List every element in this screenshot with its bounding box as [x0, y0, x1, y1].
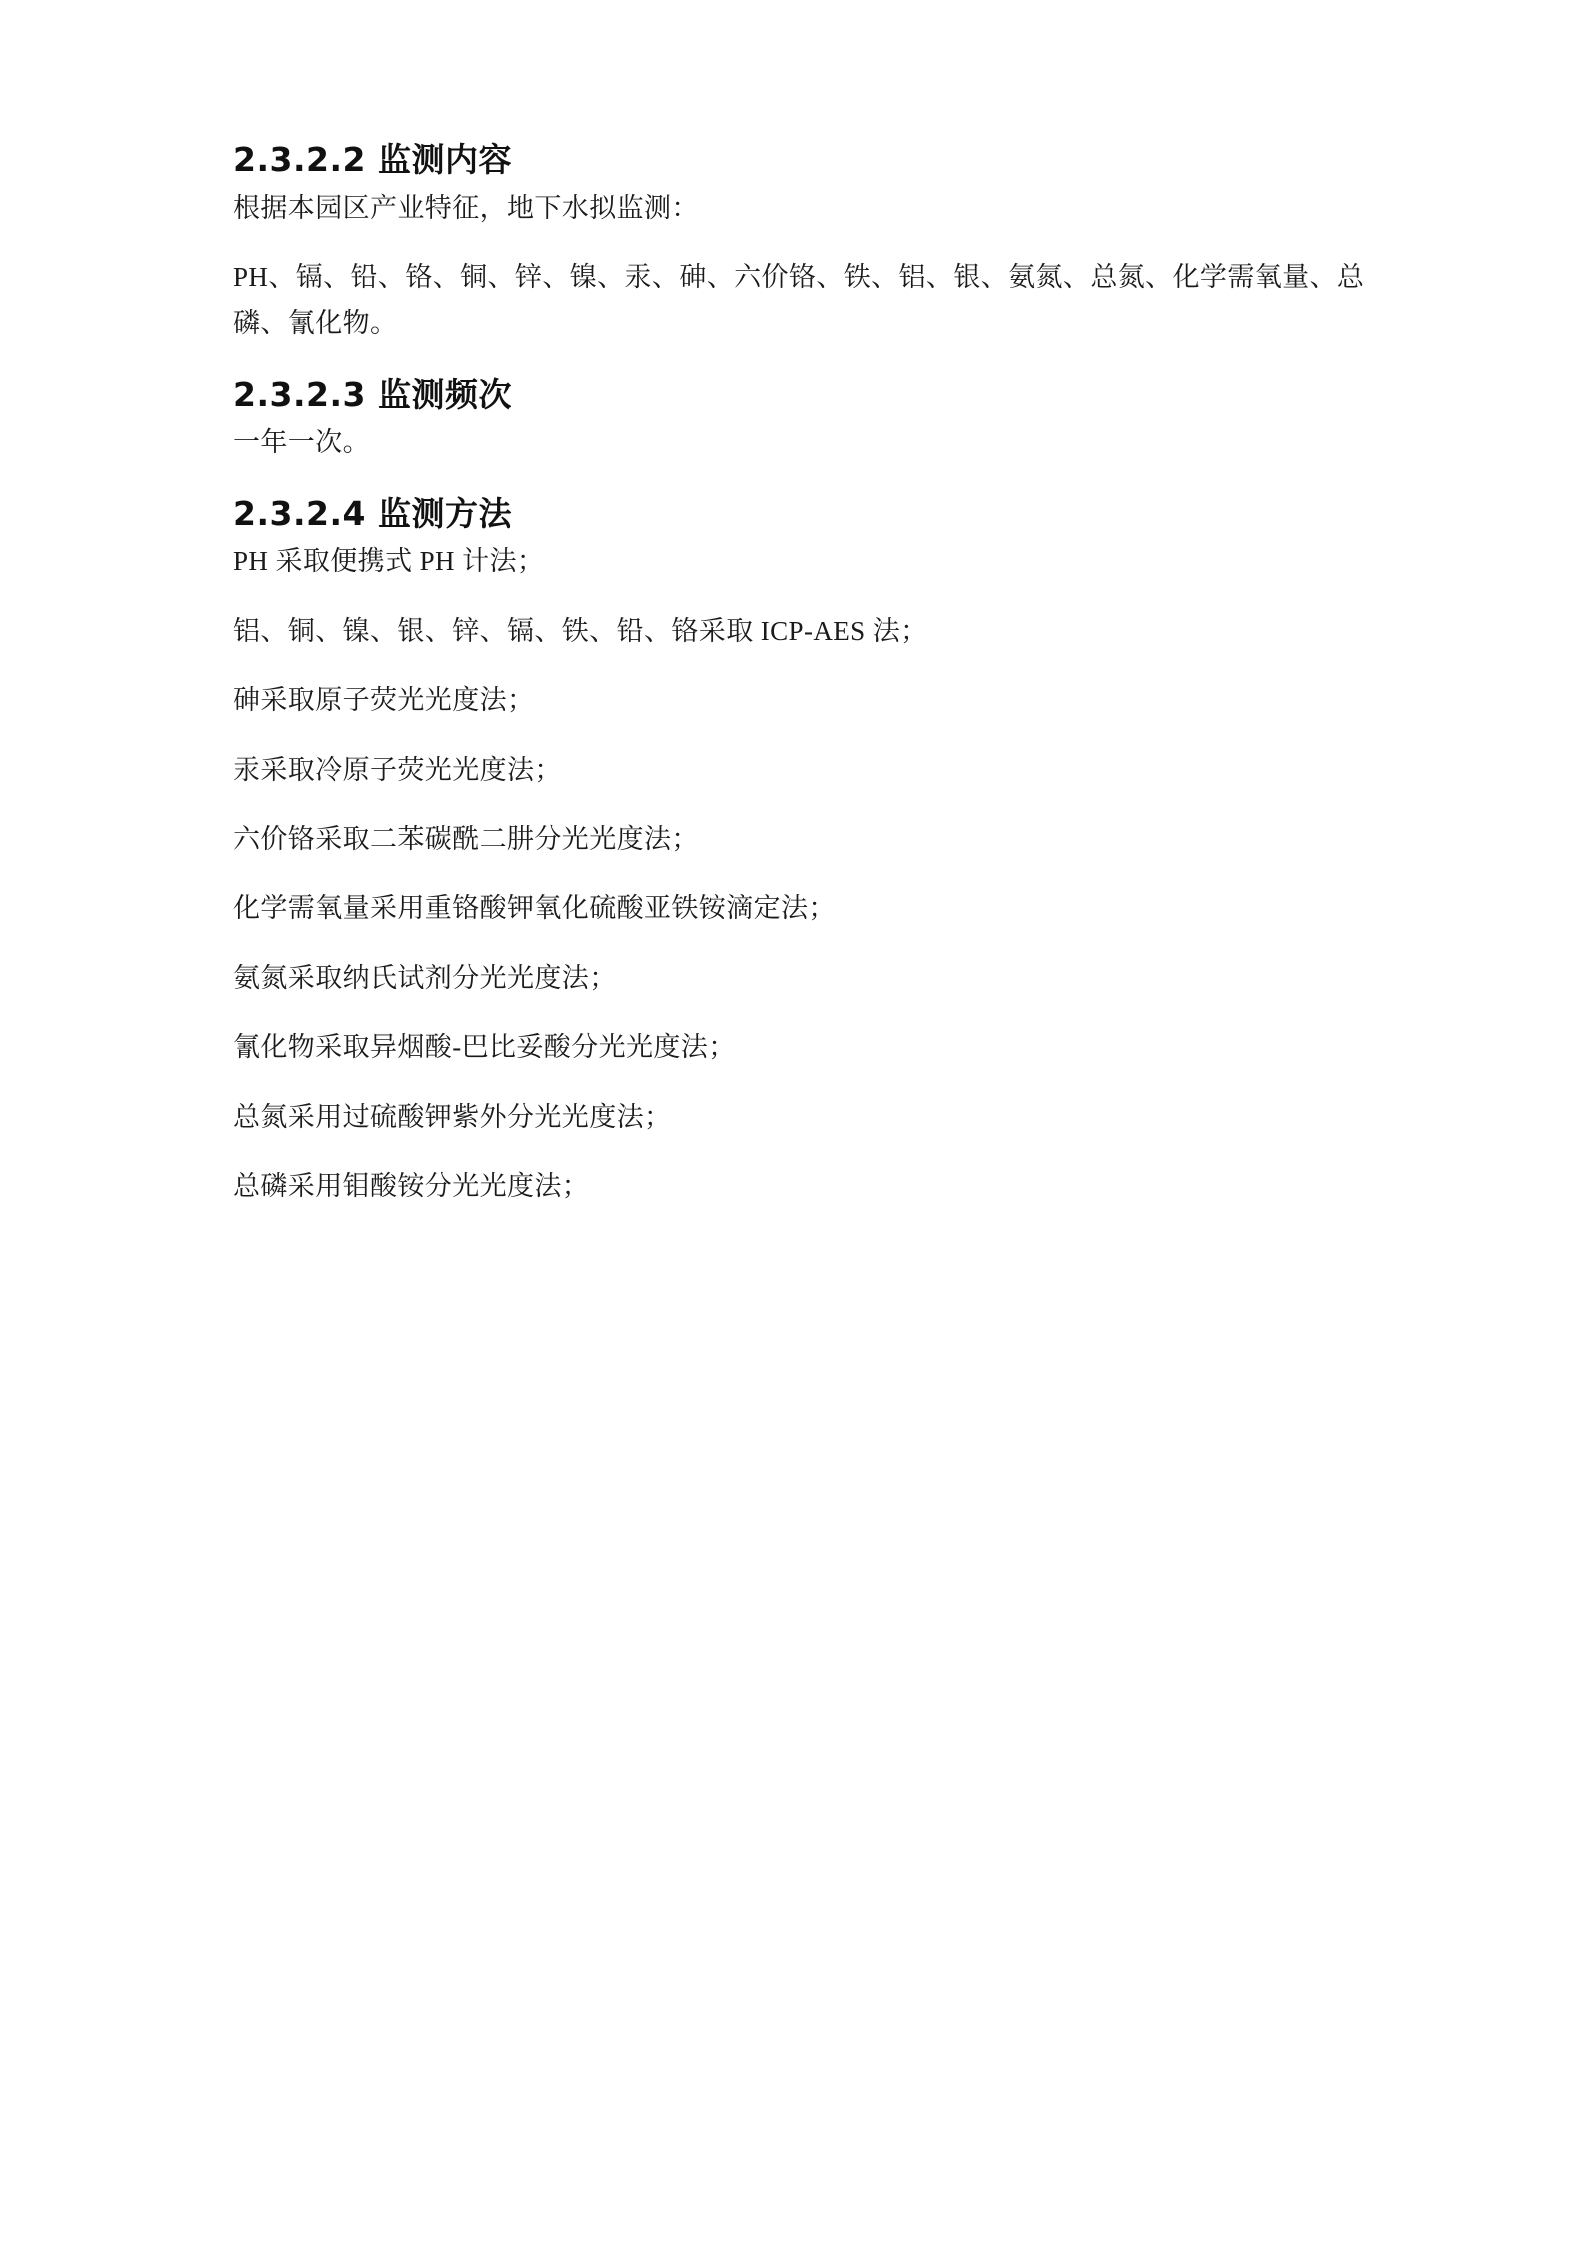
paragraph-method-cyanide: 氰化物采取异烟酸-巴比妥酸分光光度法；	[233, 1032, 736, 1063]
paragraph-method-ph: PH 采取便携式 PH 计法；	[233, 546, 545, 577]
paragraph-method-mercury: 汞采取冷原子荧光光度法；	[233, 754, 562, 785]
section-heading-monitoring-content: 2.3.2.2 监测内容	[233, 140, 512, 179]
paragraph-method-cod: 化学需氧量采用重铬酸钾氧化硫酸亚铁铵滴定法；	[233, 893, 836, 924]
paragraph-method-hexavalent-chromium: 六价铬采取二苯碳酰二肼分光光度法；	[233, 824, 699, 854]
section-heading-monitoring-frequency: 2.3.2.3 监测频次	[233, 374, 512, 414]
document-body	[233, 135, 1393, 1210]
paragraph-method-total-nitrogen: 总氮采用过硫酸钾紫外分光光度法；	[233, 1101, 672, 1132]
paragraph-method-ammonia-nitrogen: 氨氮采取纳氏试剂分光光度法；	[233, 962, 617, 993]
paragraph-frequency-value: 一年一次。	[233, 427, 370, 458]
section-heading-monitoring-methods: 2.3.2.4 监测方法	[233, 493, 512, 533]
paragraph-monitoring-basis: 根据本园区产业特征，地下水拟监测：	[233, 192, 699, 223]
paragraph-method-arsenic: 砷采取原子荧光光度法；	[233, 685, 535, 716]
paragraph-monitoring-items: PH、镉、铅、铬、铜、锌、镍、汞、砷、六价铬、铁、铝、银、氨氮、总氮、化学需氧量、总磷、氰化物。	[233, 261, 1365, 339]
paragraph-method-icp-aes: 铝、铜、镍、银、锌、镉、铁、铅、铬采取 ICP-AES 法；	[233, 615, 928, 646]
paragraph-method-total-phosphorus: 总磷采用钼酸铵分光光度法；	[233, 1171, 590, 1202]
